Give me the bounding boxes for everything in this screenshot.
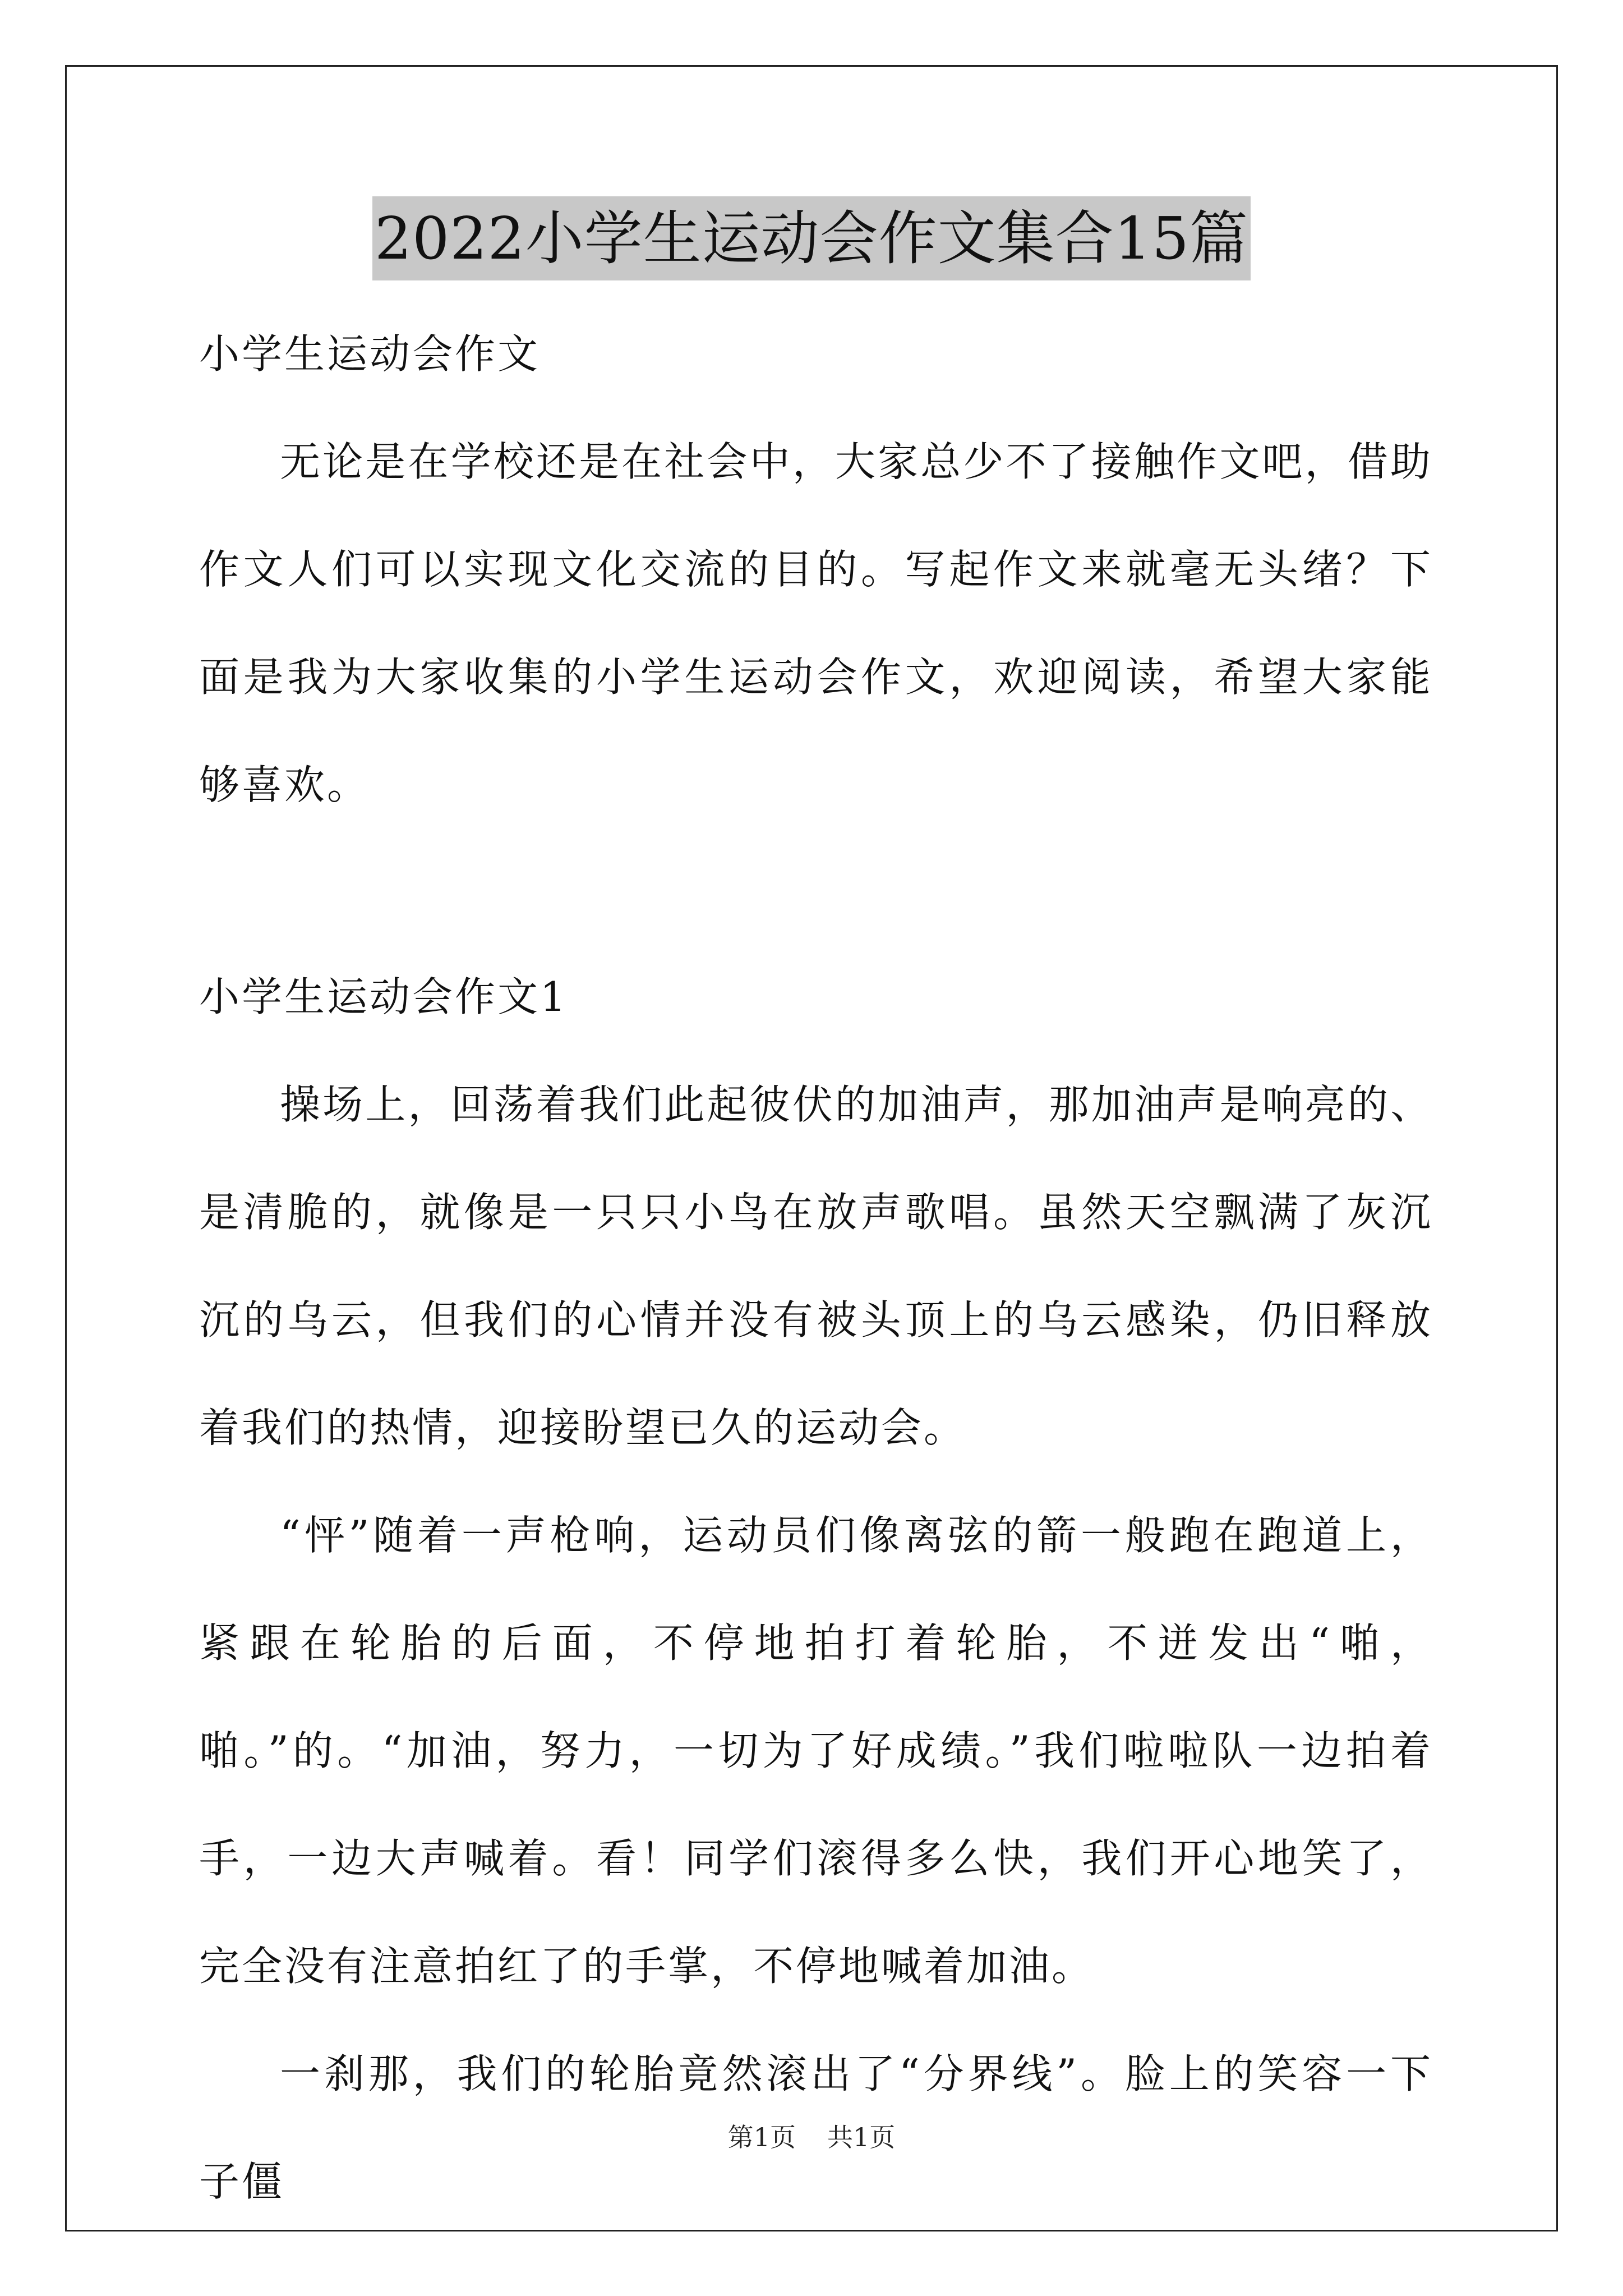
body-paragraph: 一刹那，我们的轮胎竟然滚出了“分界线”。脸上的笑容一下子僵 xyxy=(199,2050,1433,2205)
body-paragraph: 操场上，回荡着我们此起彼伏的加油声，那加油声是响亮的、是清脆的，就像是一只只小鸟在放声歌唱。虽然天空飘满了灰沉沉的乌云，但我们的心情并没有被头顶上的乌云感染，仍旧释放着我们的热情，迎接盼望已久的运动会。 xyxy=(199,1081,1433,1451)
document-body xyxy=(199,300,1433,2235)
section-gap xyxy=(199,839,1433,943)
page-total: 共1页 xyxy=(827,2122,896,2152)
body-paragraph: “怦”随着一声枪响，运动员们像离弦的箭一般跑在跑道上，紧跟在轮胎的后面，不停地拍打着轮胎，不迸发出“啪，啪。”的。“加油，努力，一切为了好成绩。”我们啦啦队一边拍着手，一边大声喊着。看！同学们滚得多么快，我们开心地笑了，完全没有注意拍红了的手掌，不停地喊着加油。 xyxy=(199,1512,1433,1990)
section-heading: 小学生运动会作文 xyxy=(199,330,541,378)
title-container xyxy=(0,196,1623,280)
intro-paragraph: 无论是在学校还是在社会中，大家总少不了接触作文吧，借助作文人们可以实现文化交流的目的。写起作文来就毫无头绪？下面是我为大家收集的小学生运动会作文，欢迎阅读，希望大家能够喜欢。 xyxy=(199,438,1433,808)
page-footer xyxy=(0,2120,1623,2154)
document-title: 2022小学生运动会作文集合15篇 xyxy=(372,196,1251,280)
page-number: 第1页 xyxy=(727,2122,796,2152)
essay-heading: 小学生运动会作文1 xyxy=(199,973,568,1020)
